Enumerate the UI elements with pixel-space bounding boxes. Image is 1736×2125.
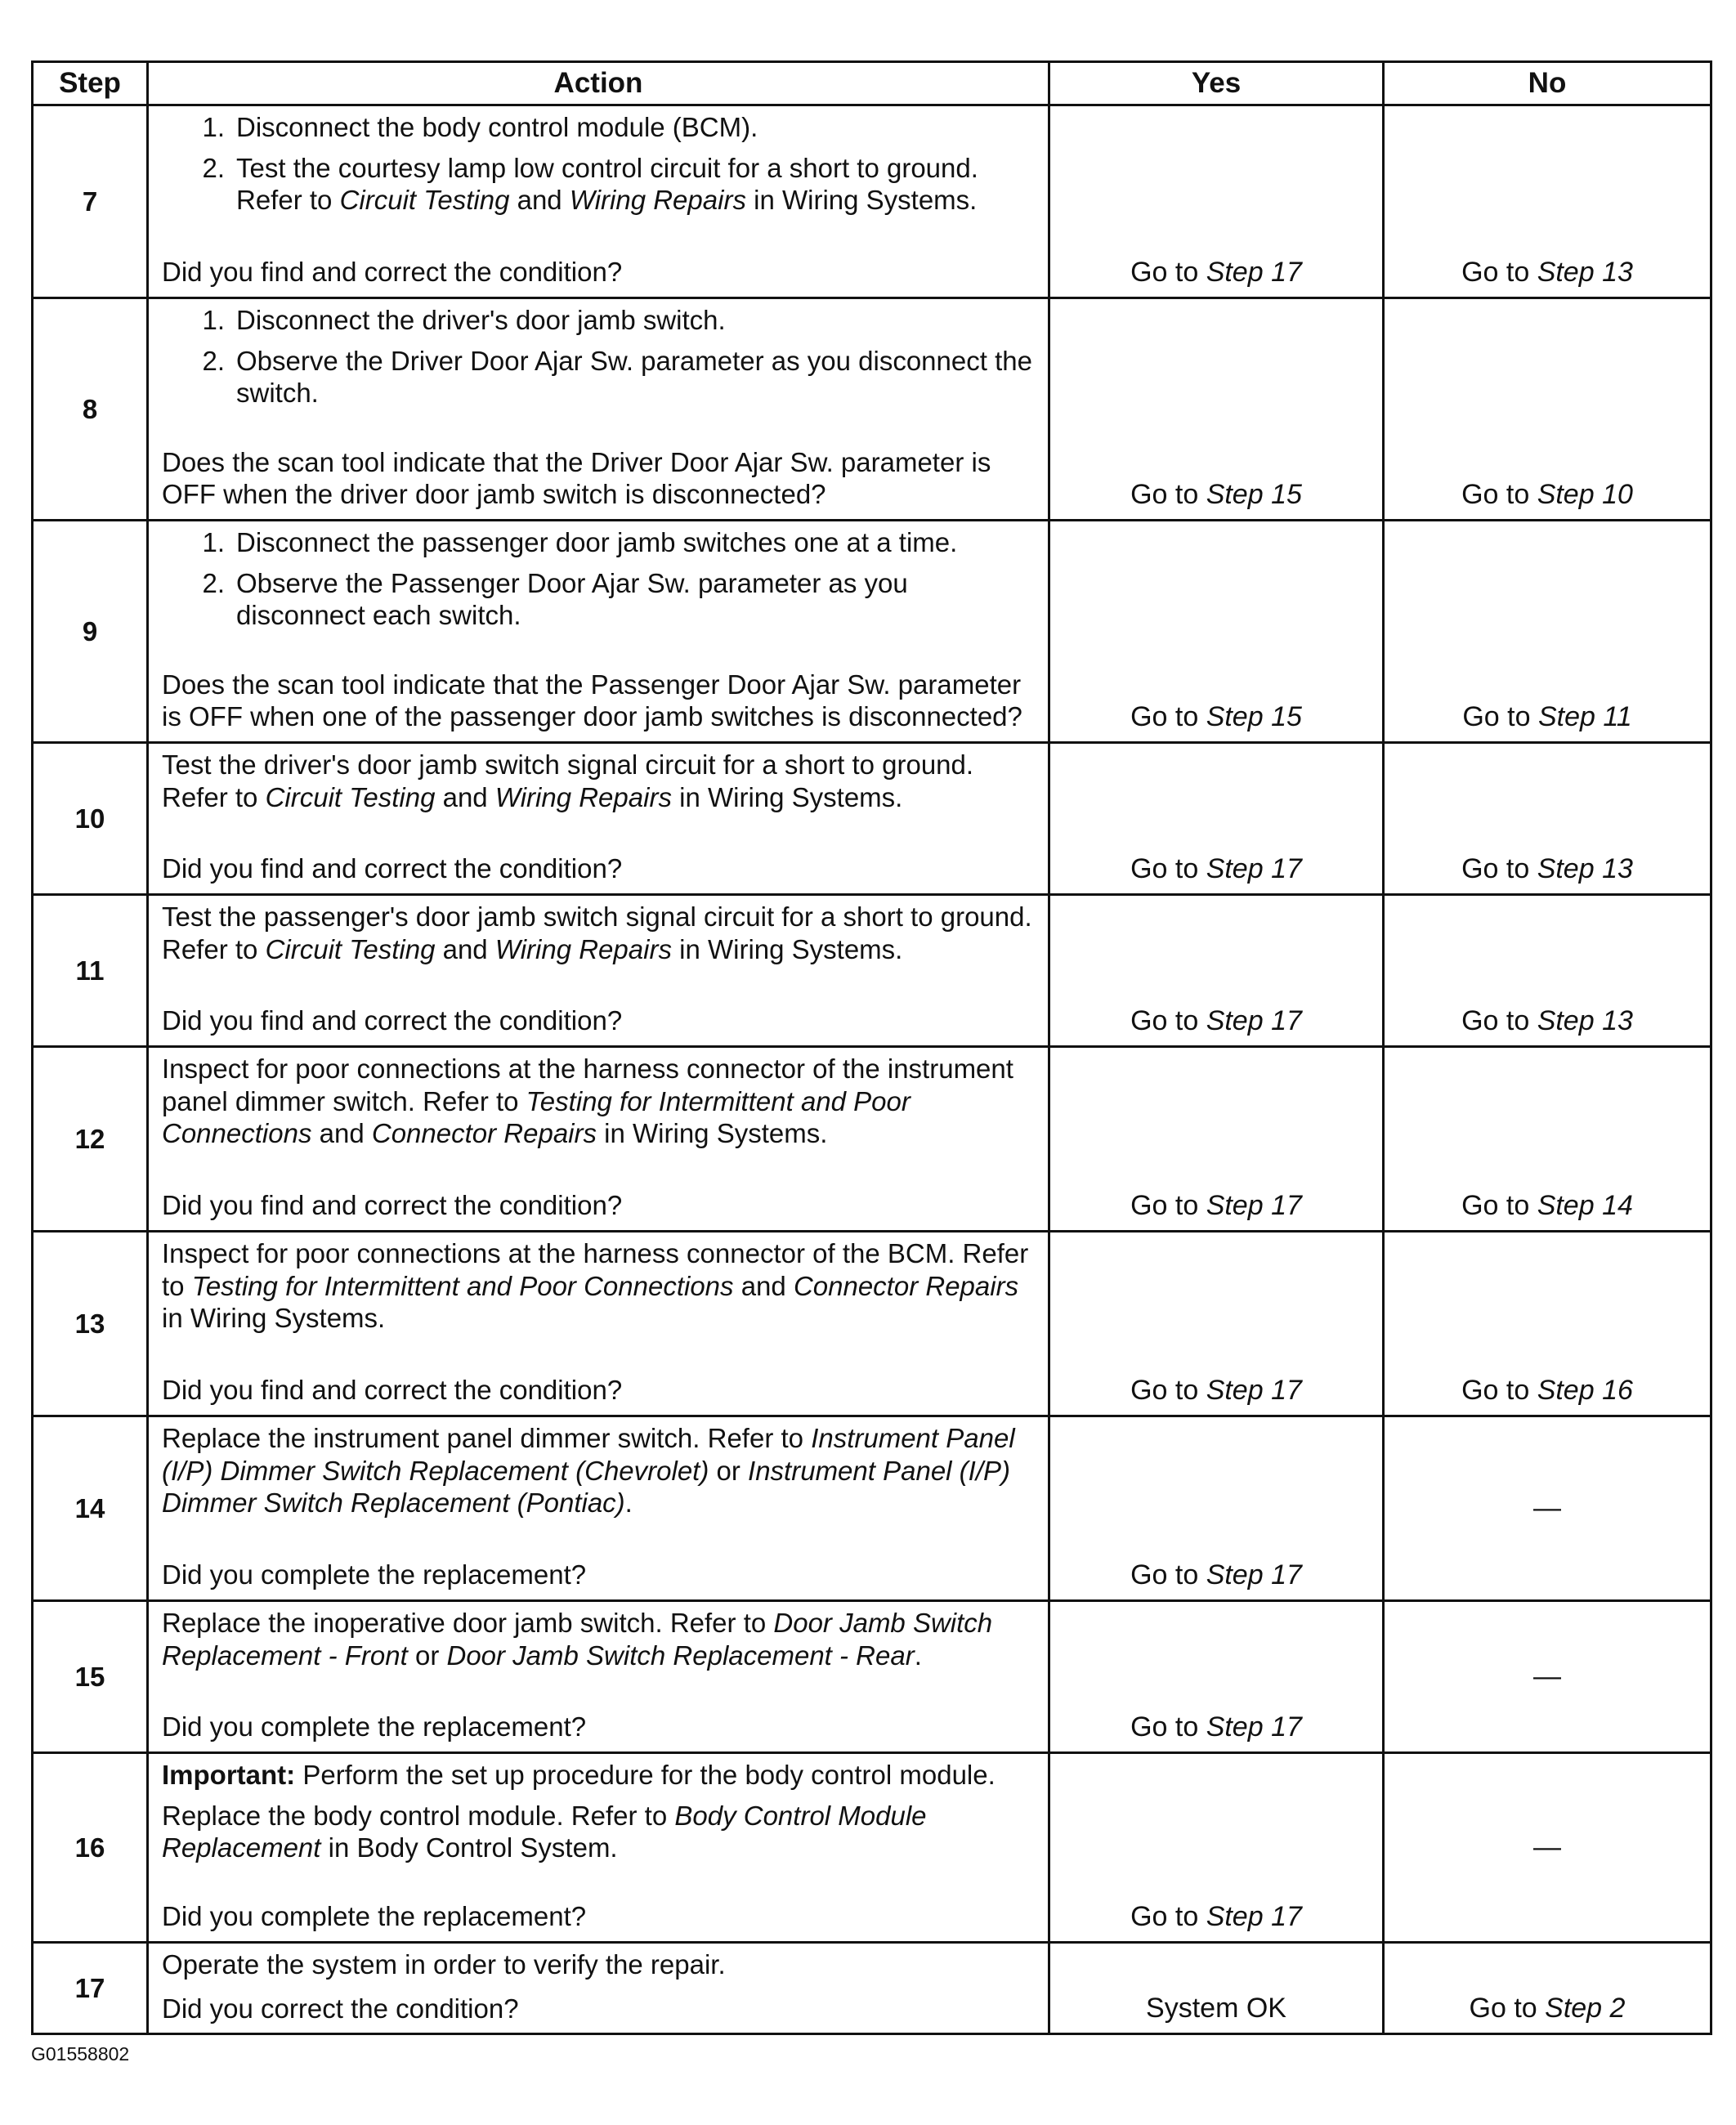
important-label: Important:	[162, 1760, 296, 1790]
step-number: 8	[33, 298, 148, 521]
no-action: Go to Step 13	[1384, 743, 1711, 895]
action-cell	[148, 895, 1049, 1047]
action-cell	[148, 105, 1049, 298]
action-cell	[148, 1232, 1049, 1416]
question: Did you complete the replacement?	[162, 1711, 587, 1742]
action-cell	[148, 1943, 1049, 2034]
table-row	[33, 1232, 1711, 1416]
table-row	[33, 1047, 1711, 1232]
list-item: 2. Test the courtesy lamp low control circuit for a short to ground. Refer to Circuit Testing and Wiring Repairs in Wiring Systems.	[202, 152, 978, 216]
step-number: 9	[33, 521, 148, 743]
question: Did you find and correct the condition?	[162, 1190, 623, 1221]
list-item: 2. Observe the Driver Door Ajar Sw. parameter as you disconnect the switch.	[202, 345, 1032, 409]
no-action: Go to Step 16	[1384, 1232, 1711, 1416]
no-action: —	[1384, 1601, 1711, 1753]
action-cell	[148, 1601, 1049, 1753]
no-action: Go to Step 14	[1384, 1047, 1711, 1232]
step-number: 13	[33, 1232, 148, 1416]
no-action: —	[1384, 1416, 1711, 1601]
no-action: —	[1384, 1753, 1711, 1943]
yes-action: Go to Step 17	[1049, 743, 1384, 895]
step-number: 7	[33, 105, 148, 298]
instruction-text: Operate the system in order to verify the repair.	[162, 1949, 726, 1980]
action-cell	[148, 1416, 1049, 1601]
table-row	[33, 521, 1711, 743]
step-number: 14	[33, 1416, 148, 1601]
list-item: 1. Disconnect the passenger door jamb switches one at a time.	[202, 527, 958, 557]
step-number: 11	[33, 895, 148, 1047]
question: Did you find and correct the condition?	[162, 1375, 623, 1406]
question: Does the scan tool indicate that the Passenger Door Ajar Sw. parameter is OFF when one of the passenger door jamb switches is disconnected?	[162, 669, 1022, 732]
header-row	[33, 62, 1711, 105]
yes-action: Go to Step 17	[1049, 105, 1384, 298]
step-number: 16	[33, 1753, 148, 1943]
instruction-text: Replace the inoperative door jamb switch. Refer to Door Jamb Switch Replacement - Front or Door Jamb Switch Replacement - Rear.	[162, 1608, 993, 1671]
question: Did you complete the replacement?	[162, 1559, 587, 1590]
table-row	[33, 743, 1711, 895]
action-cell	[148, 1753, 1049, 1943]
yes-action: Go to Step 17	[1049, 1601, 1384, 1753]
instruction-text: Replace the body control module. Refer to Body Control Module Replacement in Body Control System.	[162, 1800, 927, 1863]
list-item: 1. Disconnect the body control module (BCM).	[202, 112, 758, 142]
table-row	[33, 895, 1711, 1047]
question: Did you find and correct the condition?	[162, 853, 623, 884]
header-no: No	[1384, 62, 1711, 105]
yes-action: Go to Step 17	[1049, 1416, 1384, 1601]
table-row	[33, 1943, 1711, 2034]
instruction-text: Replace the instrument panel dimmer switch. Refer to Instrument Panel (I/P) Dimmer Switch Replacement (Chevrolet) or Instrument Panel (I/P) Dimmer Switch Replacement (Pontiac).	[162, 1423, 1015, 1519]
instruction-text: Test the passenger's door jamb switch signal circuit for a short to ground. Refer to Circuit Testing and Wiring Repairs in Wiring Systems.	[162, 901, 1032, 964]
yes-action: Go to Step 17	[1049, 1753, 1384, 1943]
question: Did you find and correct the condition?	[162, 257, 623, 288]
step-number: 12	[33, 1047, 148, 1232]
table-row	[33, 1753, 1711, 1943]
question: Did you find and correct the condition?	[162, 1005, 623, 1036]
instruction-text: Inspect for poor connections at the harness connector of the instrument panel dimmer switch. Refer to Testing for Intermittent and Poor Connections and Connector Repairs in Wiring Systems.	[162, 1054, 1013, 1149]
no-action: Go to Step 13	[1384, 895, 1711, 1047]
table-row	[33, 298, 1711, 521]
important-note	[162, 1759, 1035, 1792]
action-cell	[148, 1047, 1049, 1232]
figure-id: G01558802	[31, 2043, 130, 2065]
header-action: Action	[148, 62, 1049, 105]
action-cell	[148, 298, 1049, 521]
list-item: 2. Observe the Passenger Door Ajar Sw. parameter as you disconnect each switch.	[202, 567, 908, 631]
question: Did you correct the condition?	[162, 1993, 519, 2024]
yes-action: Go to Step 17	[1049, 895, 1384, 1047]
question: Does the scan tool indicate that the Driver Door Ajar Sw. parameter is OFF when the driver door jamb switch is disconnected?	[162, 446, 991, 510]
no-action: Go to Step 13	[1384, 105, 1711, 298]
no-action: Go to Step 10	[1384, 298, 1711, 521]
no-action: Go to Step 11	[1384, 521, 1711, 743]
yes-action: System OK	[1049, 1943, 1384, 2034]
header-yes: Yes	[1049, 62, 1384, 105]
list-item: 1. Disconnect the driver's door jamb switch.	[202, 305, 726, 335]
table-row	[33, 1601, 1711, 1753]
table-row	[33, 105, 1711, 298]
no-action: Go to Step 2	[1384, 1943, 1711, 2034]
action-cell	[148, 743, 1049, 895]
table-row	[33, 1416, 1711, 1601]
yes-action: Go to Step 15	[1049, 298, 1384, 521]
yes-action: Go to Step 17	[1049, 1047, 1384, 1232]
yes-action: Go to Step 17	[1049, 1232, 1384, 1416]
yes-action: Go to Step 15	[1049, 521, 1384, 743]
diagnostic-table	[31, 60, 1712, 2035]
important-text: Perform the set up procedure for the body control module.	[302, 1760, 996, 1790]
instruction-text: Inspect for poor connections at the harness connector of the BCM. Refer to Testing for Intermittent and Poor Connections and Connector Repairs in Wiring Systems.	[162, 1238, 1029, 1334]
action-cell	[148, 521, 1049, 743]
question: Did you complete the replacement?	[162, 1901, 587, 1932]
header-step: Step	[33, 62, 148, 105]
instruction-text: Test the driver's door jamb switch signal circuit for a short to ground. Refer to Circuit Testing and Wiring Repairs in Wiring Systems.	[162, 749, 974, 812]
step-number: 15	[33, 1601, 148, 1753]
step-number: 17	[33, 1943, 148, 2034]
step-number: 10	[33, 743, 148, 895]
